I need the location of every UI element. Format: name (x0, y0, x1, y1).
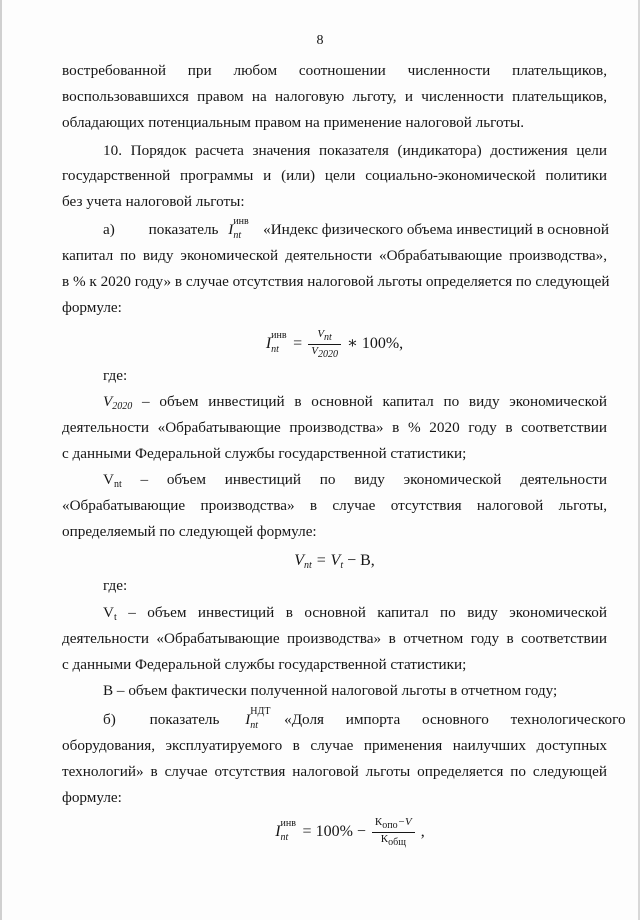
symbol-vnt (103, 471, 122, 488)
indicator-symbol (245, 706, 271, 731)
item-b-marker: б) (103, 711, 116, 728)
formula-2 (62, 548, 607, 579)
text-line: «Обрабатывающие производства» в случае отсутствия налоговой льготы, (62, 497, 607, 514)
symbol-V: V (103, 471, 114, 488)
subscript: nt (113, 479, 122, 490)
item-a-line (103, 216, 609, 241)
definition-line (103, 470, 607, 495)
page-number: 8 (316, 33, 324, 48)
superscript: НДТ (250, 706, 271, 717)
text-segment: – объем инвестиций по виду экономической деятельности (140, 471, 608, 488)
fraction (372, 816, 415, 849)
symbol-V: V (103, 393, 113, 410)
formula-symbol (275, 818, 296, 846)
denominator (308, 345, 341, 361)
text-line: в % к 2020 году» в случае отсутствия налоговой льготы определяется по следующей (62, 273, 610, 290)
formula-tail: − В, (347, 552, 375, 569)
fraction (308, 328, 341, 361)
subscript: общ (388, 837, 406, 848)
text-line: формуле: (62, 789, 122, 806)
symbol-vt (103, 604, 117, 621)
text-segment: – объем инвестиций в основной капитал по виду экономической (128, 604, 608, 621)
formula-symbol (265, 330, 287, 358)
numerator (372, 816, 415, 833)
text-line: государственной программы и (или) цели социально-экономической политики (62, 167, 607, 184)
text-line: деятельности «Обрабатывающие производства» в % 2020 году в соответствии (62, 419, 607, 436)
text-line: деятельности «Обрабатывающие производства» в отчетном году в соответствии (62, 630, 607, 647)
subscript: nt (280, 832, 289, 844)
item-a-marker: а) (103, 221, 115, 238)
formula-tail: ∗ 100%, (346, 335, 404, 353)
subscript: опо (382, 820, 398, 831)
symbol-K: К (380, 833, 389, 845)
subscript: nt (233, 230, 242, 241)
superscript: инв (233, 216, 249, 227)
subscript: nt (324, 332, 332, 343)
text-segment: показатель (148, 221, 219, 238)
text-segment: показатель (149, 711, 220, 728)
page-left-edge (0, 0, 2, 920)
symbol-K: К (374, 816, 383, 828)
text-line: определяемый по следующей формуле: (62, 523, 317, 540)
symbol-V: V (317, 328, 325, 340)
subscript: 2020 (317, 349, 338, 360)
indicator-symbol (228, 216, 249, 241)
text-line: В – объем фактически полученной налоговой льготы в отчетном году; (103, 682, 558, 699)
text-line: оборудования, эксплуатируемого в случае применения наилучших доступных (62, 737, 607, 754)
definition-line (103, 603, 607, 628)
text-line: формуле: (62, 299, 122, 316)
text-line: с данными Федеральной службы государственной статистики; (62, 656, 467, 673)
symbol-I: I (228, 221, 234, 238)
formula-rhs: = V (315, 552, 341, 569)
paragraph-10-heading: 10. Порядок расчета значения показателя (индикатора) достижения цели (103, 142, 607, 159)
formula-1 (62, 328, 607, 361)
formula-tail: , (420, 823, 425, 841)
symbol-I: I (245, 711, 251, 728)
text-line: где: (103, 367, 128, 384)
text-line: капитал по виду экономической деятельности «Обрабатывающие производства», (62, 247, 607, 264)
subscript: t (340, 560, 344, 571)
subscript: 2020 (112, 401, 133, 412)
text-line: без учета налоговой льготы: (62, 193, 245, 210)
text-segment: «Доля импорта основного технологического (284, 711, 626, 728)
symbol-V: V (103, 604, 114, 621)
text-line: с данными Федеральной службы государственной статистики; (62, 445, 467, 462)
text-line: обладающих потенциальным правом на применение налоговой льготы. (62, 114, 525, 131)
subscript: nt (250, 720, 259, 731)
symbol-I: I (265, 335, 272, 353)
text-segment: «Индекс физического объема инвестиций в основной (263, 221, 609, 238)
symbol-I: I (275, 823, 281, 841)
symbol-V: V (294, 552, 304, 569)
superscript: инв (280, 818, 296, 830)
item-b-line (103, 706, 626, 731)
text-line: воспользовавшихся правом на налоговую льготу, и численности плательщиков, (62, 88, 607, 105)
numerator (308, 328, 341, 345)
text-line: востребованной при любом соотношении численности плательщиков, (62, 62, 607, 79)
definition-line (103, 392, 607, 417)
superscript: инв (271, 330, 287, 342)
subscript: nt (271, 344, 279, 356)
symbol-v2020 (103, 393, 132, 410)
text-line: технологий» в случае отсутствия налоговой льготы определяется по следующей (62, 763, 607, 780)
denominator (372, 833, 415, 849)
equals-sign: = (293, 335, 303, 353)
text-line: где: (103, 577, 128, 594)
numerator-tail: −V (397, 816, 412, 828)
text-segment: – объем инвестиций в основной капитал по виду экономической (142, 393, 607, 410)
subscript: nt (303, 560, 312, 571)
symbol-V: V (311, 345, 318, 357)
formula-middle: = 100% − (302, 823, 366, 841)
subscript: t (113, 612, 117, 623)
formula-3 (200, 816, 500, 849)
